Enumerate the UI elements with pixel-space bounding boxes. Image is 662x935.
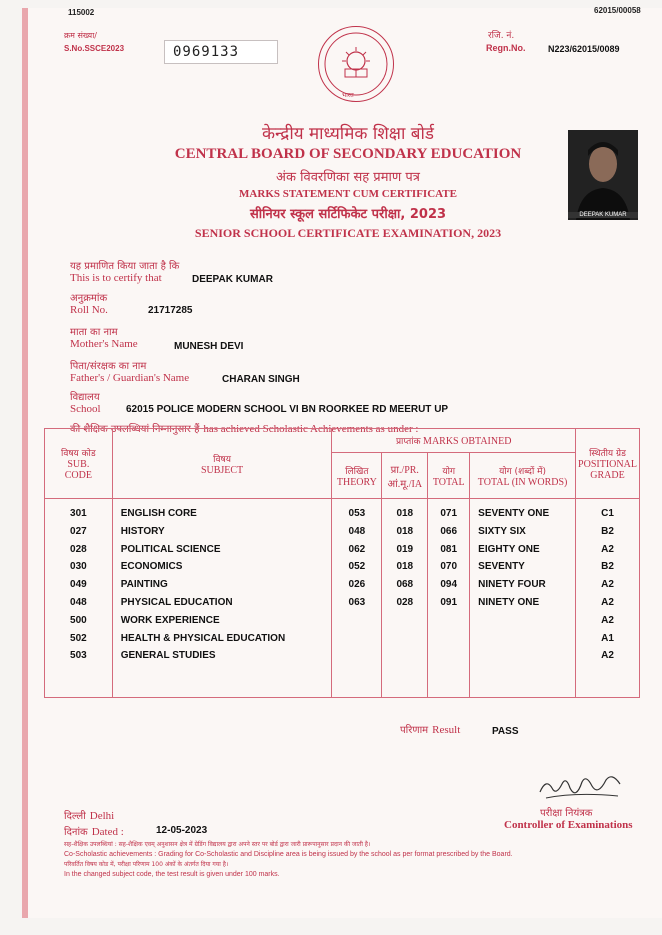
emblem-icon [319,27,393,101]
table-row: PAINTING [120,579,168,591]
date-value: 12-05-2023 [156,825,208,836]
table-row: 068 [396,579,414,591]
table-row: 049 [70,579,87,591]
table-row: 048 [348,525,366,537]
col-words [470,499,576,698]
cbse-logo [318,26,394,102]
table-row: 026 [348,579,366,591]
serial-number: 0969133 [164,40,278,64]
table-row: 030 [70,561,87,573]
regn-label-en: Regn.No. [486,43,526,53]
table-row: 301 [70,508,87,519]
col-pr [382,499,428,698]
school-label-en: School [70,403,101,415]
table-row: 053 [348,508,366,519]
table-row: SEVENTY [478,561,525,573]
footer-line-4: In the changed subject code, the test result is given under 100 marks. [64,871,280,878]
table-row: NINETY FOUR [478,579,546,591]
table-row: PHYSICAL EDUCATION [120,596,233,608]
cert-title-hi: अंक विवरणिका सह प्रमाण पत्र [276,170,420,185]
controller-en: Controller of Examinations [504,819,633,831]
table-row: GENERAL STUDIES [120,650,216,662]
table-row: 052 [348,561,366,573]
left-code: 115002 [68,8,95,17]
achieve-label-hi: की शैक्षिक उपलब्धियां निम्नानुसार हैं [70,424,200,435]
table-row: 028 [396,596,414,608]
table-row: 500 [70,614,87,626]
school-name: 62015 POLICE MODERN SCHOOL VI BN ROORKEE RD MEERUT UP [126,404,449,415]
table-row: 062 [348,543,366,555]
signature [536,770,626,804]
table-row: 094 [440,579,458,591]
achieve-label-en: has achieved Scholastic Achievements as under : [203,423,419,435]
table-row: ECONOMICS [120,561,183,573]
mother-name: MUNESH DEVI [174,341,244,352]
school-label-hi: विद्यालय [70,392,100,403]
table-row: 091 [440,596,458,608]
table-row: 018 [396,561,414,573]
serial-label-hi: क्रम संख्या/ [64,31,97,40]
table-row: C1 [601,508,614,519]
header-total: योग TOTAL [428,453,470,499]
footer-notes [64,840,644,880]
table-row: NINETY ONE [478,596,540,608]
result-label: परिणाम Result [400,724,461,736]
col-grades [575,499,639,698]
table-row: A2 [601,596,614,608]
table-row: 019 [396,543,414,555]
table-row: 503 [70,650,87,662]
header-code: विषय कोड SUB. CODE [45,429,113,499]
controller-hi: परीक्षा नियंत्रक [540,808,593,819]
footer-line-3: परिवर्तित विषय कोड में, परीक्षा परिणाम 100 अंकों के अंतर्गत दिया गया है। [64,861,229,868]
col-theory [332,499,382,698]
result-value: PASS [492,726,519,737]
table-row: ENGLISH CORE [120,508,197,519]
table-row: EIGHTY ONE [478,543,540,555]
table-row: B2 [601,561,614,573]
photo-caption: DEEPAK KUMAR [568,212,638,218]
table-row: 070 [440,561,458,573]
footer-line-1: सह-शैक्षिक उपलब्धियां : सह-शैक्षिक एवम् अनुशासन क्षेत्र में ग्रेडिंग विद्यालय द्वारा अपने स्तर पर बोर्ड द्वारा जारी प्रारूपानुसार प्रदान की जाती है। [64,841,371,848]
table-row: 071 [440,508,458,519]
certify-label-hi: यह प्रमाणित किया जाता है कि [70,261,180,272]
board-title-hi: केन्द्रीय माध्यमिक शिक्षा बोर्ड [261,124,435,144]
table-row: SIXTY SIX [478,525,526,537]
table-row: A2 [601,650,614,662]
roll-label-en: Roll No. [70,304,108,316]
header-pr: प्रा./PR. आं.मू./IA [382,453,428,499]
father-name: CHARAN SINGH [222,374,300,385]
col-total [428,499,470,698]
table-row: 028 [70,543,87,555]
mother-label-en: Mother's Name [70,338,138,350]
roll-label-hi: अनुक्रमांक [70,293,108,304]
table-row: 063 [348,596,366,608]
table-row: B2 [601,525,614,537]
header-theory: लिखित THEORY [332,453,382,499]
marks-table [44,428,640,698]
header-subject: विषय SUBJECT [112,429,332,499]
header-marks: प्राप्तांक MARKS OBTAINED [332,429,576,453]
place: दिल्ली Delhi [64,810,115,822]
footer-line-2: Co-Scholastic achievements : Grading for Co-Scholastic and Discipline area is being issued by the school as per format prescribed by the Board. [64,851,513,858]
table-row: 081 [440,543,458,555]
candidate-name: DEEPAK KUMAR [192,274,273,285]
header-words: योग (शब्दों में) TOTAL (IN WORDS) [470,453,576,499]
father-label-en: Father's / Guardian's Name [70,372,190,384]
roll-number: 21717285 [148,305,193,316]
table-row: 048 [70,596,87,608]
exam-title-en: SENIOR SCHOOL CERTIFICATE EXAMINATION, 2023 [194,226,502,240]
table-row: WORK EXPERIENCE [120,614,220,626]
table-row: A2 [601,579,614,591]
regn-label-hi: रजि. नं. [488,31,515,41]
table-row: HISTORY [120,525,165,537]
col-codes [45,499,113,698]
table-row: 066 [440,525,458,537]
table-row: POLITICAL SCIENCE [120,543,221,555]
mother-label-hi: माता का नाम [70,327,118,338]
table-row: 502 [70,632,87,644]
serial-label-en: S.No.SSCE2023 [64,44,125,53]
table-row: 027 [70,525,87,537]
table-row: HEALTH & PHYSICAL EDUCATION [120,632,286,644]
right-code: 62015/00058 [594,6,641,15]
cert-title-en: MARKS STATEMENT CUM CERTIFICATE [239,188,457,200]
regn-number: N223/62015/0089 [548,44,620,54]
table-row: A1 [601,632,614,644]
father-label-hi: पिता/संरक्षक का नाम [70,361,147,372]
table-row: A2 [601,543,614,555]
exam-title-hi: सीनियर स्कूल सर्टिफिकेट परीक्षा, 2023 [249,207,447,222]
date-label: दिनांक Dated : [64,826,124,838]
table-row: A2 [601,614,614,626]
table-row: 018 [396,508,414,519]
header-grade: स्थितीय ग्रेड POSITIONAL GRADE [575,429,639,499]
col-subjects [112,499,332,698]
board-title-en: CENTRAL BOARD OF SECONDARY EDUCATION [174,146,522,162]
table-row: 018 [396,525,414,537]
logo-caption: भारत [342,92,354,99]
certify-label-en: This is to certify that [70,272,162,284]
table-row: SEVENTY ONE [478,508,550,519]
